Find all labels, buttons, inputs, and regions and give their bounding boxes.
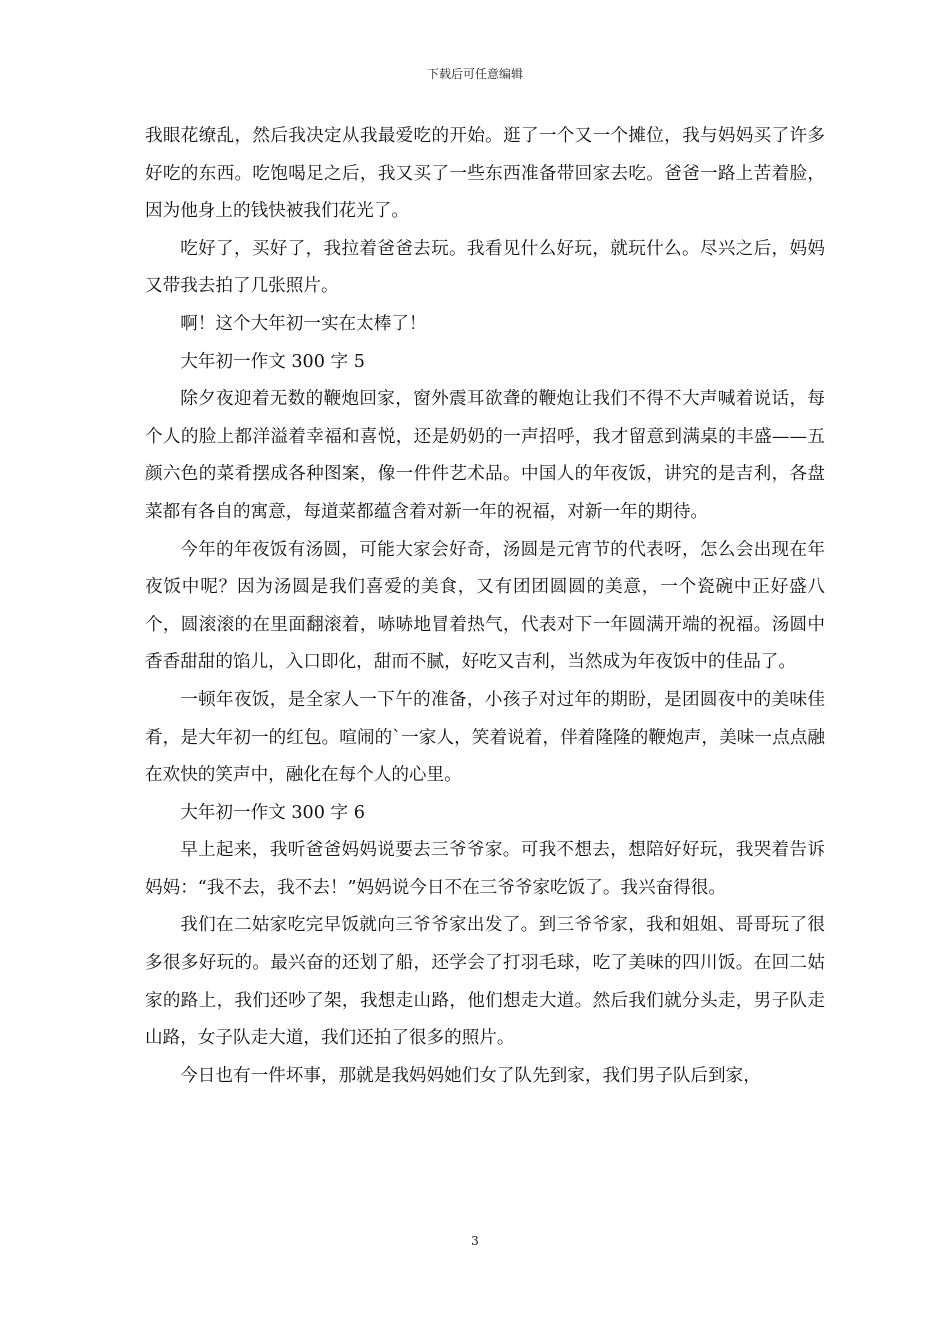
paragraph: 我们在二姑家吃完早饭就向三爷爷家出发了。到三爷爷家，我和姐姐、哥哥玩了很多很多好玩的。最兴奋的还划了船，还学会了打羽毛球，吃了美味的四川饭。在回二姑家的路上，我们还吵了架，我想走山路，他们想走大道。然后我们就分头走，男子队走山路，女子队走大道，我们还拍了很多的照片。 (145, 915, 825, 1049)
paragraph: 一顿年夜饭，是全家人一下午的准备，小孩子对过年的期盼，是团圆夜中的美味佳肴，是大年初一的红包。喧闹的`一家人，笑着说着，伴着隆隆的鞭炮声，美味一点点融在欢快的笑声中，融化在每个人的心里。 (145, 689, 825, 786)
section-heading: 大年初一作文 300 字 5 (180, 351, 365, 372)
page-header: 下载后可任意编辑 (426, 67, 523, 81)
paragraph: 啊！这个大年初一实在太棒了！ (180, 313, 427, 334)
paragraph: 吃好了，买好了，我拉着爸爸去玩。我看见什么好玩，就玩什么。尽兴之后，妈妈又带我去拍了几张照片。 (145, 238, 825, 297)
page-number: 3 (471, 1234, 479, 1248)
document-body (145, 118, 825, 1095)
paragraph: 早上起来，我听爸爸妈妈说要去三爷爷家。可我不想去，想陪好好玩，我哭着告诉妈妈：“我不去，我不去！”妈妈说今日不在三爷爷家吃饭了。我兴奋得很。 (145, 840, 825, 898)
paragraph: 今日也有一件坏事，那就是我妈妈她们女了队先到家，我们男子队后到家， (180, 1065, 761, 1086)
paragraph: 今年的年夜饭有汤圆，可能大家会好奇，汤圆是元宵节的代表呀，怎么会出现在年夜饭中呢？因为汤圆是我们喜爱的美食，又有团团圆圆的美意，一个瓷碗中正好盛八个，圆滚滚的在里面翻滚着，哧哧地冒着热气，代表对下一年圆满开端的祝福。汤圆中香香甜甜的馅儿，入口即化，甜而不腻，好吃又吉利，当然成为年夜饭中的佳品了。 (145, 539, 825, 673)
section-heading: 大年初一作文 300 字 6 (180, 802, 365, 823)
paragraph: 除夕夜迎着无数的鞭炮回家，窗外震耳欲聋的鞭炮让我们不得不大声喊着说话，每个人的脸上都洋溢着幸福和喜悦，还是奶奶的一声招呼，我才留意到满桌的丰盛——五颜六色的菜肴摆成各种图案，像一件件艺术品。中国人的年夜饭，讲究的是吉利，各盘菜都有各自的寓意，每道菜都蕴含着对新一年的祝福，对新一年的期待。 (145, 389, 825, 522)
paragraph-continued: 我眼花缭乱，然后我决定从我最爱吃的开始。逛了一个又一个摊位，我与妈妈买了许多好吃的东西。吃饱喝足之后，我又买了一些东西准备带回家去吃。爸爸一路上苦着脸，因为他身上的钱快被我们花光了。 (145, 126, 825, 222)
